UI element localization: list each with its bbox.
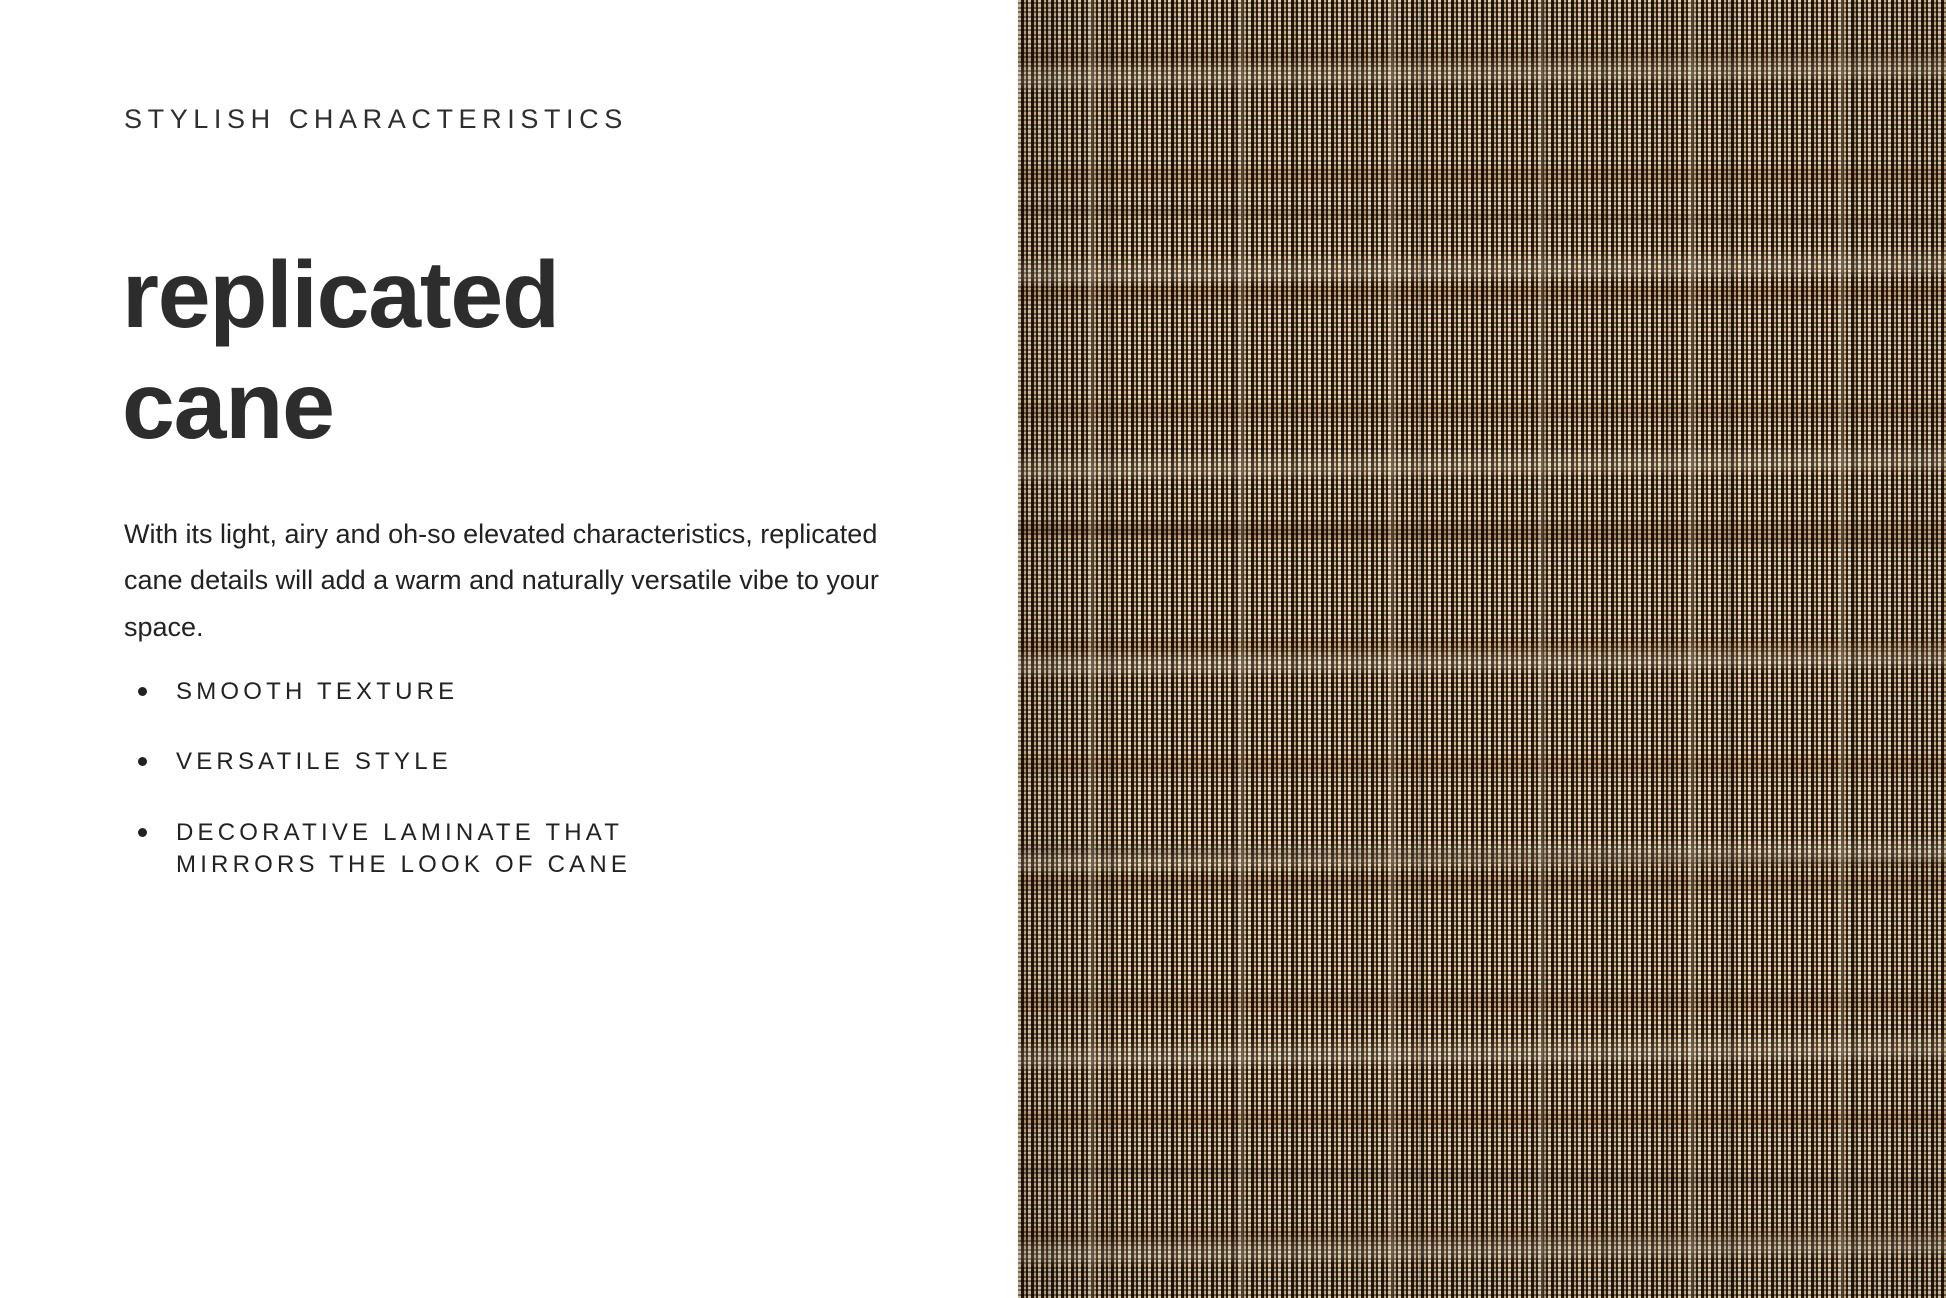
- list-item: [124, 817, 924, 882]
- headline-line-2: cane: [122, 352, 334, 459]
- eyebrow-label: STYLISH CHARACTERISTICS: [124, 104, 628, 134]
- body-paragraph: With its light, airy and oh-so elevated characteristics, replicated cane details will add a warm and naturally versatile vibe to your space.: [124, 519, 879, 642]
- feature-list: [124, 676, 924, 882]
- list-item-line-1: VERSATILE STYLE: [176, 748, 452, 776]
- weave-vignette-layer: [1018, 0, 1946, 1298]
- page-title: [122, 240, 822, 462]
- cane-texture-image: [1018, 0, 1946, 1298]
- list-item-line-2: MIRRORS THE LOOK OF CANE: [176, 851, 632, 879]
- list-item-line-1: DECORATIVE LAMINATE THAT: [176, 818, 624, 846]
- list-item-line-1: SMOOTH TEXTURE: [176, 678, 459, 705]
- list-item: [124, 676, 924, 708]
- headline-line-1: replicated: [122, 241, 559, 348]
- list-item: [124, 746, 924, 778]
